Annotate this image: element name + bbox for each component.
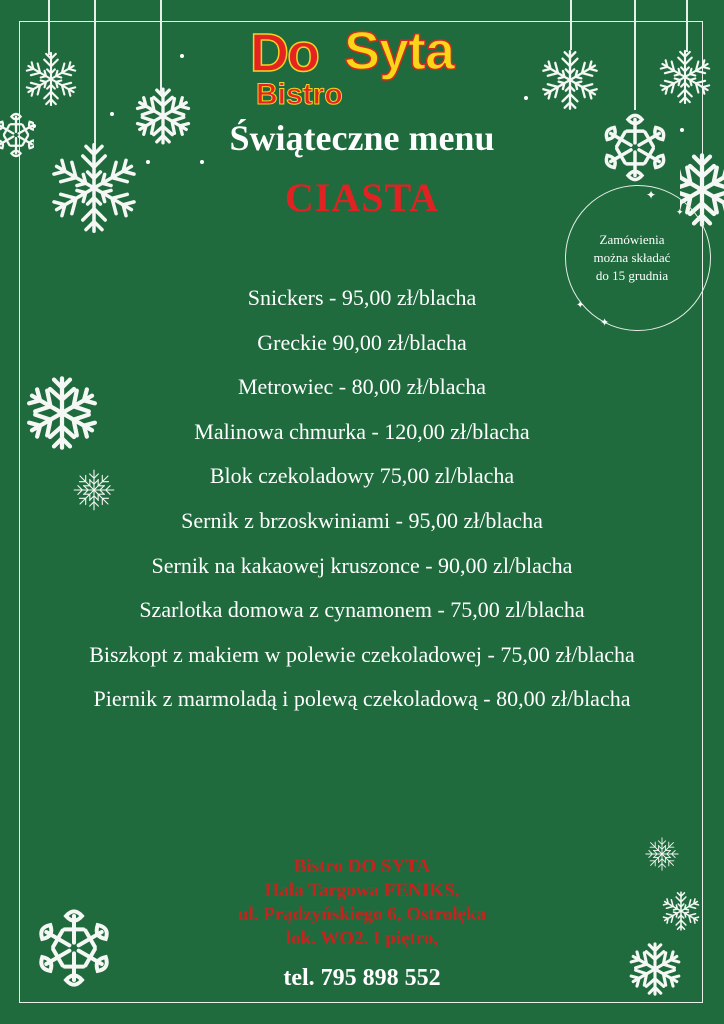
page-title: Świąteczne menu <box>229 118 495 158</box>
address-block <box>0 855 724 951</box>
ornament-string <box>570 0 572 50</box>
menu-list <box>60 276 664 722</box>
sparkle-icon: ✦ <box>676 208 684 218</box>
logo-syta-text: Syta <box>344 21 455 81</box>
snowflake-icon <box>22 50 80 108</box>
menu-item: Biszkopt z makiem w polewie czekoladowej - 75,00 zł/blacha <box>89 641 635 667</box>
snow-dot <box>110 112 114 116</box>
menu-item: Szarlotka domowa z cynamonem - 75,00 zl/blacha <box>139 597 585 623</box>
menu-item: Sernik z brzoskwiniami - 95,00 zł/blacha <box>181 507 543 533</box>
snow-dot <box>200 160 204 164</box>
ornament-string <box>686 0 688 52</box>
snowflake-icon <box>538 48 602 112</box>
badge-line: Zamówienia <box>599 232 665 247</box>
ornament-string <box>160 0 162 92</box>
snowflake-icon <box>656 46 714 108</box>
snow-dot <box>146 160 150 164</box>
badge-line: do 15 grudnia <box>595 268 669 283</box>
ornament-string <box>634 0 636 110</box>
menu-item: Blok czekoladowy 75,00 zl/blacha <box>209 463 515 489</box>
footer-hall: Hala Targowa FENIKS, <box>264 880 460 901</box>
snow-dot <box>524 96 528 100</box>
sparkle-icon: ✦ <box>646 188 657 202</box>
sparkle-icon: ✦ <box>576 300 585 311</box>
menu-item: Sernik na kakaowej kruszonce - 90,00 zl/blacha <box>151 552 573 578</box>
category-title: CIASTA <box>284 175 440 220</box>
ornament-string <box>48 0 50 55</box>
menu-item: Metrowiec - 80,00 zł/blacha <box>237 374 486 400</box>
menu-item: Greckie 90,00 zł/blacha <box>257 329 467 355</box>
badge-line: można składać <box>593 250 671 265</box>
logo <box>250 22 480 132</box>
snow-dot <box>180 54 184 58</box>
menu-item: Piernik z marmoladą i polewą czekoladową - 80,00 zł/blacha <box>93 686 631 712</box>
menu-item: Malinowa chmurka - 120,00 zł/blacha <box>194 418 530 444</box>
footer-street: ul. Prądzyńskiego 6, Ostrołęka <box>237 904 487 925</box>
sparkle-icon: ✦ <box>600 316 610 329</box>
logo-do-text: Do <box>250 23 318 83</box>
footer-unit: lok. WO2. I piętro, <box>285 928 439 949</box>
menu-item: Snickers - 95,00 zł/blacha <box>247 285 477 310</box>
footer-name: Bistro DO SYTA <box>293 856 431 877</box>
logo-bistro-text: Bistro <box>256 78 343 111</box>
phone-number: tel. 795 898 552 <box>283 965 441 991</box>
